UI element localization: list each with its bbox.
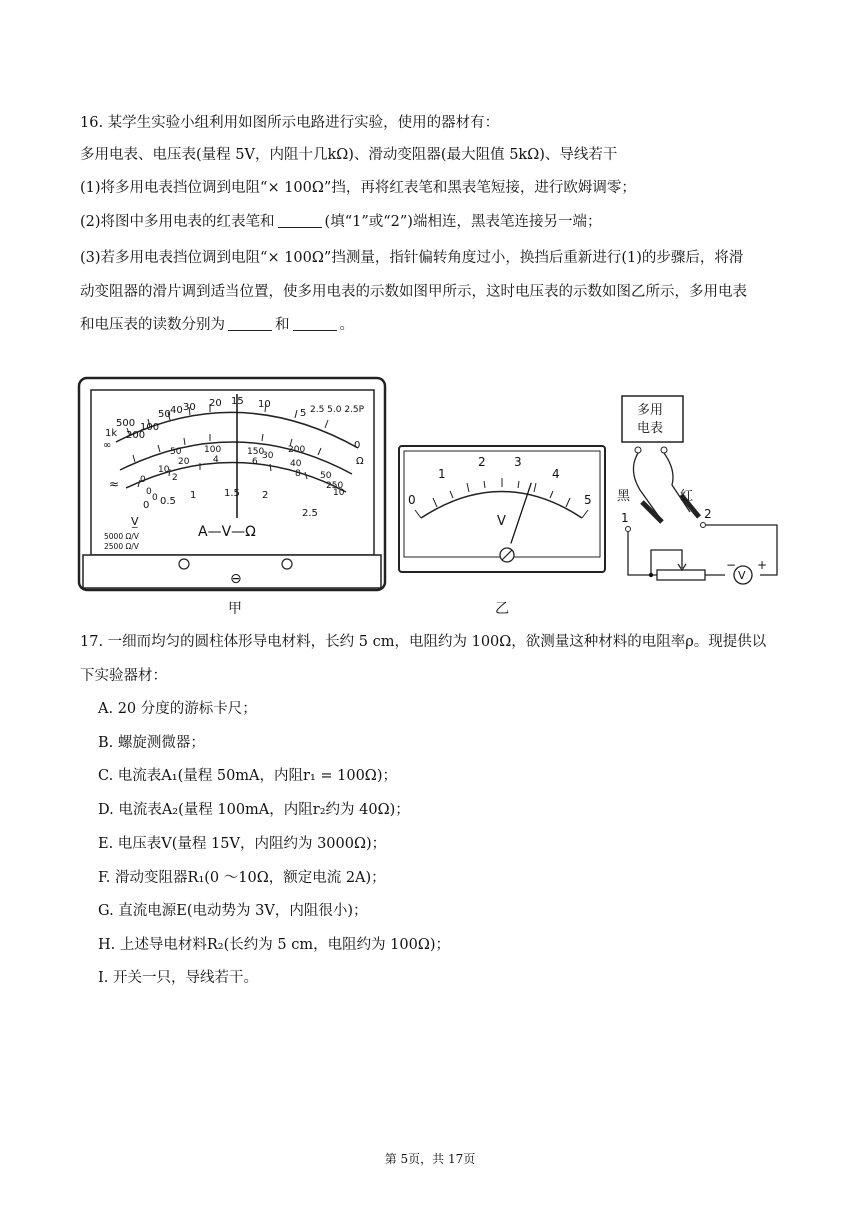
circuit — [617, 396, 777, 584]
ohm-tick-label: 15 — [231, 396, 244, 407]
multimeter — [79, 378, 385, 590]
caption-yi: 乙 — [495, 601, 509, 617]
mid-scale-c: 4 — [213, 455, 219, 465]
q16-line-6: 动变阻器的滑片调到适当位置，使多用电表的示数如图甲所示，这时电压表的示数如图乙所示，多用电表 — [80, 284, 747, 300]
omega-label: Ω — [356, 456, 364, 467]
plus-label: + — [757, 558, 768, 572]
q17-option-h: H. 上述导电材料R₂(长约为 5 cm，电阻约为 100Ω)； — [98, 937, 451, 953]
ac-label: ≈ — [109, 477, 120, 491]
page-footer: 第 5页，共 17页 — [384, 1152, 476, 1166]
q17-option-f: F. 滑动变阻器R₁(0 ～10Ω，额定电流 2A)； — [98, 870, 386, 886]
q16-line-5: (3)若多用电表挡位调到电阻“× 100Ω”挡测量，指针偏转角度过小，换挡后重新进行(1)的步骤后，将滑 — [80, 250, 744, 266]
q17-option-g: G. 直流电源E(电动势为 3V，内阻很小)； — [98, 903, 368, 919]
voltmeter-unit: V — [497, 514, 506, 529]
mid-scale-a: 20 — [178, 457, 190, 467]
rheostat — [657, 570, 705, 580]
range-marks: 2.5 5.0 2.5P — [310, 405, 365, 415]
q17-option-i: I. 开关一只，导线若干。 — [98, 970, 258, 986]
q16-line-1: 16. 某学生实验小组利用如图所示电路进行实验，使用的器材有： — [80, 115, 500, 131]
voltmeter — [399, 446, 605, 572]
q16-line-7b: 和 — [275, 317, 290, 333]
spec-2: 2500 Ω/V — [104, 542, 139, 551]
low-scale: 2 — [262, 490, 269, 501]
mid-scale-b: 250 — [326, 481, 344, 491]
screw-left — [179, 559, 189, 569]
mid-scale-b: 50 — [170, 447, 182, 457]
q16-line-7c: 。 — [339, 317, 354, 333]
voltmeter-tick-label: 3 — [514, 455, 522, 469]
mid-scale-a: 10 — [158, 465, 170, 475]
ohm-tick-label: 1k — [105, 428, 118, 439]
terminal-2-label: 2 — [704, 507, 712, 521]
low-scale: 1.5 — [224, 488, 240, 499]
spec-1: 5000 Ω/V — [104, 532, 139, 541]
ohm-tick-label: 200 — [126, 430, 146, 441]
screw-right — [282, 559, 292, 569]
ohm-tick-label: 20 — [209, 398, 222, 409]
q17-option-a: A. 20 分度的游标卡尺； — [98, 701, 257, 717]
figure-meters-circuit — [0, 370, 860, 600]
low-scale: 0 — [143, 500, 150, 511]
mid-scale-a: 50 — [320, 471, 332, 481]
q16-line-7 — [80, 315, 354, 335]
mid-scale-a: 30 — [262, 451, 274, 461]
q17-option-d: D. 电流表A₂(量程 100mA，内阻r₂约为 40Ω)； — [98, 802, 410, 818]
ohm-tick-label: 5 — [300, 408, 307, 419]
voltmeter-symbol-label: V — [738, 569, 746, 582]
answer-blank-3[interactable] — [293, 316, 337, 331]
black-label: 黑 — [617, 489, 631, 504]
q16-line-3: (1)将多用电表挡位调到电阻“× 100Ω”挡，再将红表笔和黑表笔短接，进行欧姆调零； — [80, 180, 636, 196]
meter-label-2: 电表 — [637, 421, 664, 436]
caption-jia: 甲 — [228, 601, 242, 617]
ohm-tick-label: 0 — [354, 440, 361, 451]
mid-scale-a: 0 — [140, 475, 146, 485]
ohm-tick-label: 50 — [158, 409, 171, 420]
terminal-1-label: 1 — [621, 511, 629, 525]
q16-line-4a: (2)将图中多用电表的红表笔和 — [80, 214, 275, 230]
mid-scale-c: 10 — [333, 488, 345, 498]
q17-option-e: E. 电压表V(量程 15V，内阻约为 3000Ω)； — [98, 836, 387, 852]
red-label: 红 — [680, 489, 694, 504]
mid-scale-a: 40 — [290, 459, 302, 469]
terminal-2[interactable] — [701, 523, 706, 528]
multimeter-title: A—V—Ω — [198, 524, 256, 540]
answer-blank-2[interactable] — [228, 316, 272, 331]
q16-line-4b: (填“1”或“2”)端相连，黑表笔连接另一端； — [324, 214, 602, 230]
meter-label-1: 多用 — [637, 403, 664, 418]
voltmeter-tick-label: 1 — [438, 467, 446, 481]
voltmeter-tick-label: 0 — [408, 493, 416, 507]
voltmeter-tick-label: 4 — [552, 467, 560, 481]
minus-label: − — [726, 558, 737, 572]
dc-label: V̲ — [131, 515, 139, 528]
q17-line-2: 下实验器材： — [80, 668, 167, 684]
q17-option-c: C. 电流表A₁(量程 50mA，内阻r₁ = 100Ω)； — [98, 768, 397, 784]
voltmeter-tick-label: 2 — [478, 455, 486, 469]
mid-scale-b: 150 — [247, 447, 265, 457]
zero-knob-icon[interactable]: ⊖ — [230, 571, 242, 587]
low-scale: 2.5 — [302, 508, 318, 519]
ohm-tick-label: 40 — [170, 405, 183, 416]
q17-line-1: 17. 一细而均匀的圆柱体形导电材料，长约 5 cm，电阻约为 100Ω，欲测量这种材料的电阻率ρ。现提供以 — [80, 634, 767, 650]
q17-option-b: B. 螺旋测微器； — [98, 735, 205, 751]
ohm-tick-label: ∞ — [103, 440, 112, 451]
black-probe[interactable] — [642, 502, 662, 522]
mid-scale-b: 100 — [204, 445, 222, 455]
mid-scale-c: 8 — [295, 469, 301, 479]
q16-line-2: 多用电表、电压表(量程 5V，内阻十几kΩ)、滑动变阻器(最大阻值 5kΩ)、导线若干 — [80, 147, 618, 163]
low-scale: 1 — [190, 490, 197, 501]
mid-scale-c: 0 — [152, 493, 158, 503]
mid-scale-b: 0 — [146, 487, 152, 497]
q16-line-7a: 和电压表的读数分别为 — [80, 317, 225, 333]
terminal-1[interactable] — [626, 527, 631, 532]
low-scale: 0.5 — [160, 496, 176, 507]
mid-scale-c: 6 — [252, 457, 258, 467]
voltmeter-tick-label: 5 — [584, 493, 592, 507]
mid-scale-c: 2 — [172, 473, 178, 483]
ohm-tick-label: 30 — [183, 402, 196, 413]
ohm-tick-label: 10 — [258, 399, 271, 410]
ohm-tick-label: 100 — [140, 422, 160, 433]
mid-scale-b: 200 — [288, 445, 306, 455]
q16-line-4 — [80, 212, 601, 232]
ohm-tick-label: 500 — [116, 418, 136, 429]
answer-blank-1[interactable] — [278, 213, 322, 228]
